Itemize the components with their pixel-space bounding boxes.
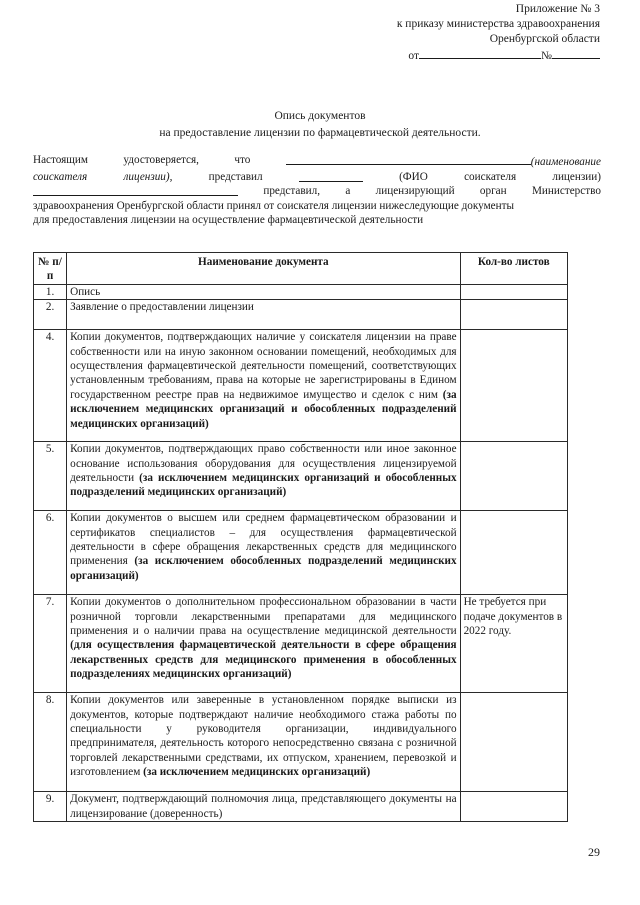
exception-note: (за исключением медицинских организаций) xyxy=(143,766,371,779)
table-row xyxy=(34,330,568,442)
sheet-count-cell xyxy=(460,442,567,511)
order-date-number-line xyxy=(397,47,600,64)
row-number: 8. xyxy=(34,693,67,792)
table-row xyxy=(34,693,568,792)
intro-word: (ФИО xyxy=(399,170,428,183)
intro-word: (наименование xyxy=(530,156,601,168)
table-header-row xyxy=(34,253,568,285)
document-name-cell xyxy=(67,330,460,442)
number-blank xyxy=(552,47,600,59)
intro-row-2 xyxy=(33,170,601,185)
row-number: 2. xyxy=(34,300,67,330)
intro-word: лицензии) xyxy=(552,170,601,183)
document-name: Копии документов или заверенные в установленном порядке выписки из документов, которые подтверждают наличие необходимого стажа работы по специальности у руководителя организации, индивидуального предпринимателя, деятельность которого непосредственно связана с розничной торговлей лекарственными средствами, их отпуском, хранением, перевозкой и изготовлением xyxy=(70,694,457,779)
title-line-2: на предоставление лицензии по фармацевтической деятельности. xyxy=(159,127,481,139)
date-blank xyxy=(419,47,541,59)
region-name: Оренбургской области xyxy=(489,33,600,45)
intro-word: соискателя xyxy=(33,170,88,183)
appendix-label: Приложение № 3 xyxy=(515,3,600,15)
intro-paragraph xyxy=(33,153,601,228)
table-row xyxy=(34,284,568,299)
from-label: от xyxy=(408,50,420,62)
table-row xyxy=(34,442,568,511)
intro-row-5: для предоставления лицензии на осуществление фармацевтической деятельности xyxy=(33,214,424,226)
document-name-cell xyxy=(67,300,460,330)
table-row xyxy=(34,792,568,822)
column-header-document: Наименование документа xyxy=(67,253,460,285)
sheet-count-cell xyxy=(460,284,567,299)
person-name-blank xyxy=(33,184,238,196)
intro-word: орган xyxy=(479,185,507,197)
row-number: 7. xyxy=(34,595,67,693)
document-title xyxy=(0,108,640,142)
row-number: 4. xyxy=(34,330,67,442)
applicant-name-blank xyxy=(286,153,601,170)
appendix-header xyxy=(397,2,600,64)
intro-word: Настоящим xyxy=(33,154,88,166)
table-row xyxy=(34,300,568,330)
document-name-cell xyxy=(67,693,460,792)
page-number: 29 xyxy=(588,845,600,859)
sheet-count-cell xyxy=(460,792,567,822)
sheet-count-cell xyxy=(460,300,567,330)
exception-note: (за исключением обособленных подразделений медицинских организаций) xyxy=(70,555,457,582)
intro-word: представил, xyxy=(263,185,321,197)
intro-word: представил xyxy=(208,170,263,183)
intro-word: удостоверяется, xyxy=(123,154,199,166)
representative-blank xyxy=(299,170,363,182)
document-name: Копии документов о дополнительном профессиональном образовании в части розничной торговли лекарственными препаратами для медицинского применения и о наличии права на осуществление медицинской деятельности xyxy=(70,596,457,638)
document-name-cell xyxy=(67,595,460,693)
intro-row-4: здравоохранения Оренбургской области принял от соискателя лицензии нижеследующие документы xyxy=(33,199,515,212)
document-name: Копии документов о высшем или среднем фармацевтическом образовании и сертификатов специалистов – для осуществления фармацевтической деятельности в сфере обращения лекарственных средств для медицинского применения xyxy=(70,512,457,568)
column-header-sheets: Кол-во листов xyxy=(460,253,567,285)
intro-word: Министерство xyxy=(531,185,601,197)
intro-row-3 xyxy=(33,184,601,199)
intro-row-1 xyxy=(33,153,601,170)
document-name: Опись xyxy=(70,285,101,298)
row-number: 5. xyxy=(34,442,67,511)
document-name: Документ, подтверждающий полномочия лица, представляющего документы на лицензирование (доверенность) xyxy=(70,793,457,820)
document-name: Заявление о предоставлении лицензии xyxy=(70,301,254,314)
exception-note: (для осуществления фармацевтической деятельности в сфере обращения лекарственных средств для медицинского применения в обособленных подразделениях медицинских организаций) xyxy=(70,639,457,681)
intro-word: лицензирующий xyxy=(375,185,455,197)
document-name: Копии документов, подтверждающих право собственности или иное законное основание использования оборудования для осуществления лицензируемой деятельности xyxy=(70,443,457,485)
document-name-cell xyxy=(67,511,460,595)
order-reference: к приказу министерства здравоохранения xyxy=(396,18,600,30)
sheet-count-cell xyxy=(460,330,567,442)
intro-word: лицензии), xyxy=(123,170,173,183)
document-name-cell xyxy=(67,442,460,511)
sheet-count-cell xyxy=(460,511,567,595)
column-header-number: № п/п xyxy=(34,253,67,285)
intro-word: соискателя xyxy=(464,170,517,183)
row-number: 1. xyxy=(34,284,67,299)
sheet-count-cell xyxy=(460,693,567,792)
number-label: № xyxy=(541,50,552,62)
intro-word: что xyxy=(234,154,251,166)
document-name-cell xyxy=(67,792,460,822)
documents-table xyxy=(33,252,568,822)
title-line-1: Опись документов xyxy=(274,110,366,122)
intro-word: а xyxy=(345,185,351,197)
row-number: 6. xyxy=(34,511,67,595)
table-row xyxy=(34,595,568,693)
table-row xyxy=(34,511,568,595)
exception-note: (за исключением медицинских организаций и обособленных подразделений медицинских организаций) xyxy=(70,388,457,430)
sheet-count-cell: Не требуется при подаче документов в 2022 году. xyxy=(460,595,567,693)
document-name: Копии документов, подтверждающих наличие у соискателя лицензии на праве собственности или на иную законном основании помещений, необходимых для осуществления фармацевтической деятельности помещений, соответствующих установленным требованиям, права на которые не зарегистрированы в Едином государственном реестре прав на недвижимое имущество и сделок с ним xyxy=(70,331,457,401)
row-number: 9. xyxy=(34,792,67,822)
exception-note: (за исключением медицинских организаций и обособленных подразделений медицинских организаций) xyxy=(70,472,457,499)
document-name-cell xyxy=(67,284,460,299)
